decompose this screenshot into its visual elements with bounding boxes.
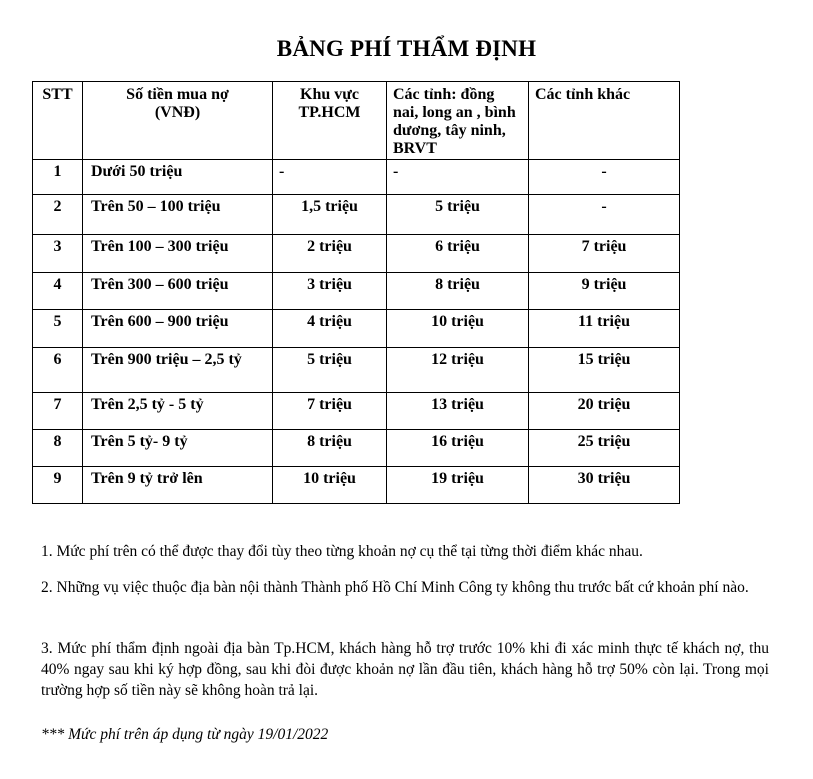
cell-hcm: 5 triệu: [273, 348, 387, 393]
cell-amount: Dưới 50 triệu: [83, 160, 273, 195]
table-row: [33, 393, 680, 430]
cell-amount: Trên 5 tỷ- 9 tỷ: [83, 430, 273, 467]
cell-hcm: -: [273, 160, 387, 195]
table-row: [33, 160, 680, 195]
table-header-row: [33, 82, 680, 160]
effective-date-note: *** Mức phí trên áp dụng từ ngày 19/01/2022: [41, 726, 329, 743]
cell-amount: Trên 900 triệu – 2,5 tỷ: [83, 348, 273, 393]
cell-hcm: 7 triệu: [273, 393, 387, 430]
note-1: 1. Mức phí trên có thể được thay đổi tùy theo từng khoản nợ cụ thể tại từng thời điểm khác nhau.: [41, 543, 643, 560]
fee-table: [32, 81, 680, 504]
cell-nearby: 6 triệu: [387, 235, 529, 273]
cell-other: 15 triệu: [529, 348, 680, 393]
cell-hcm: 8 triệu: [273, 430, 387, 467]
cell-nearby: 16 triệu: [387, 430, 529, 467]
header-amount: Số tiền mua nợ (VNĐ): [83, 82, 273, 160]
header-other-provinces: Các tỉnh khác: [529, 82, 680, 160]
cell-stt: 2: [33, 195, 83, 235]
cell-nearby: 10 triệu: [387, 310, 529, 348]
cell-hcm: 4 triệu: [273, 310, 387, 348]
cell-amount: Trên 2,5 tỷ - 5 tỷ: [83, 393, 273, 430]
table-row: [33, 195, 680, 235]
cell-amount: Trên 9 tỷ trở lên: [83, 467, 273, 504]
header-nearby-provinces: Các tỉnh: đồng nai, long an , bình dương, tây ninh, BRVT: [387, 82, 529, 160]
cell-hcm: 10 triệu: [273, 467, 387, 504]
cell-amount: Trên 100 – 300 triệu: [83, 235, 273, 273]
cell-stt: 7: [33, 393, 83, 430]
cell-other: 20 triệu: [529, 393, 680, 430]
cell-hcm: 2 triệu: [273, 235, 387, 273]
table-row: [33, 273, 680, 310]
cell-stt: 9: [33, 467, 83, 504]
table-row: [33, 430, 680, 467]
cell-hcm: 1,5 triệu: [273, 195, 387, 235]
cell-stt: 8: [33, 430, 83, 467]
page-title: BẢNG PHÍ THẨM ĐỊNH: [276, 36, 537, 61]
cell-nearby: 12 triệu: [387, 348, 529, 393]
cell-stt: 6: [33, 348, 83, 393]
cell-other: 9 triệu: [529, 273, 680, 310]
note-3: 3. Mức phí thẩm định ngoài địa bàn Tp.HCM, khách hàng hỗ trợ trước 10% khi đi xác minh thực tế khách nợ, thu 40% ngay sau khi ký hợp đồng, sau khi đòi được khoản nợ lần đầu tiên, khách hàng hỗ trợ 50% còn lại. Trong mọi trường hợp số tiền này sẽ không hoàn trả lại.: [41, 640, 769, 699]
cell-other: 11 triệu: [529, 310, 680, 348]
cell-stt: 3: [33, 235, 83, 273]
table-row: [33, 348, 680, 393]
cell-nearby: 5 triệu: [387, 195, 529, 235]
cell-other: 7 triệu: [529, 235, 680, 273]
cell-nearby: 19 triệu: [387, 467, 529, 504]
header-stt: STT: [33, 82, 83, 160]
note-2: 2. Những vụ việc thuộc địa bàn nội thành Thành phố Hồ Chí Minh Công ty không thu trước bất cứ khoản phí nào.: [41, 579, 749, 596]
cell-other: 25 triệu: [529, 430, 680, 467]
table-row: [33, 467, 680, 504]
cell-hcm: 3 triệu: [273, 273, 387, 310]
cell-stt: 5: [33, 310, 83, 348]
cell-other: -: [529, 195, 680, 235]
table-row: [33, 235, 680, 273]
cell-stt: 4: [33, 273, 83, 310]
cell-other: -: [529, 160, 680, 195]
cell-amount: Trên 300 – 600 triệu: [83, 273, 273, 310]
cell-other: 30 triệu: [529, 467, 680, 504]
cell-nearby: 8 triệu: [387, 273, 529, 310]
header-hcm: Khu vực TP.HCM: [273, 82, 387, 160]
table-row: [33, 310, 680, 348]
cell-nearby: -: [387, 160, 529, 195]
cell-stt: 1: [33, 160, 83, 195]
cell-nearby: 13 triệu: [387, 393, 529, 430]
cell-amount: Trên 50 – 100 triệu: [83, 195, 273, 235]
cell-amount: Trên 600 – 900 triệu: [83, 310, 273, 348]
